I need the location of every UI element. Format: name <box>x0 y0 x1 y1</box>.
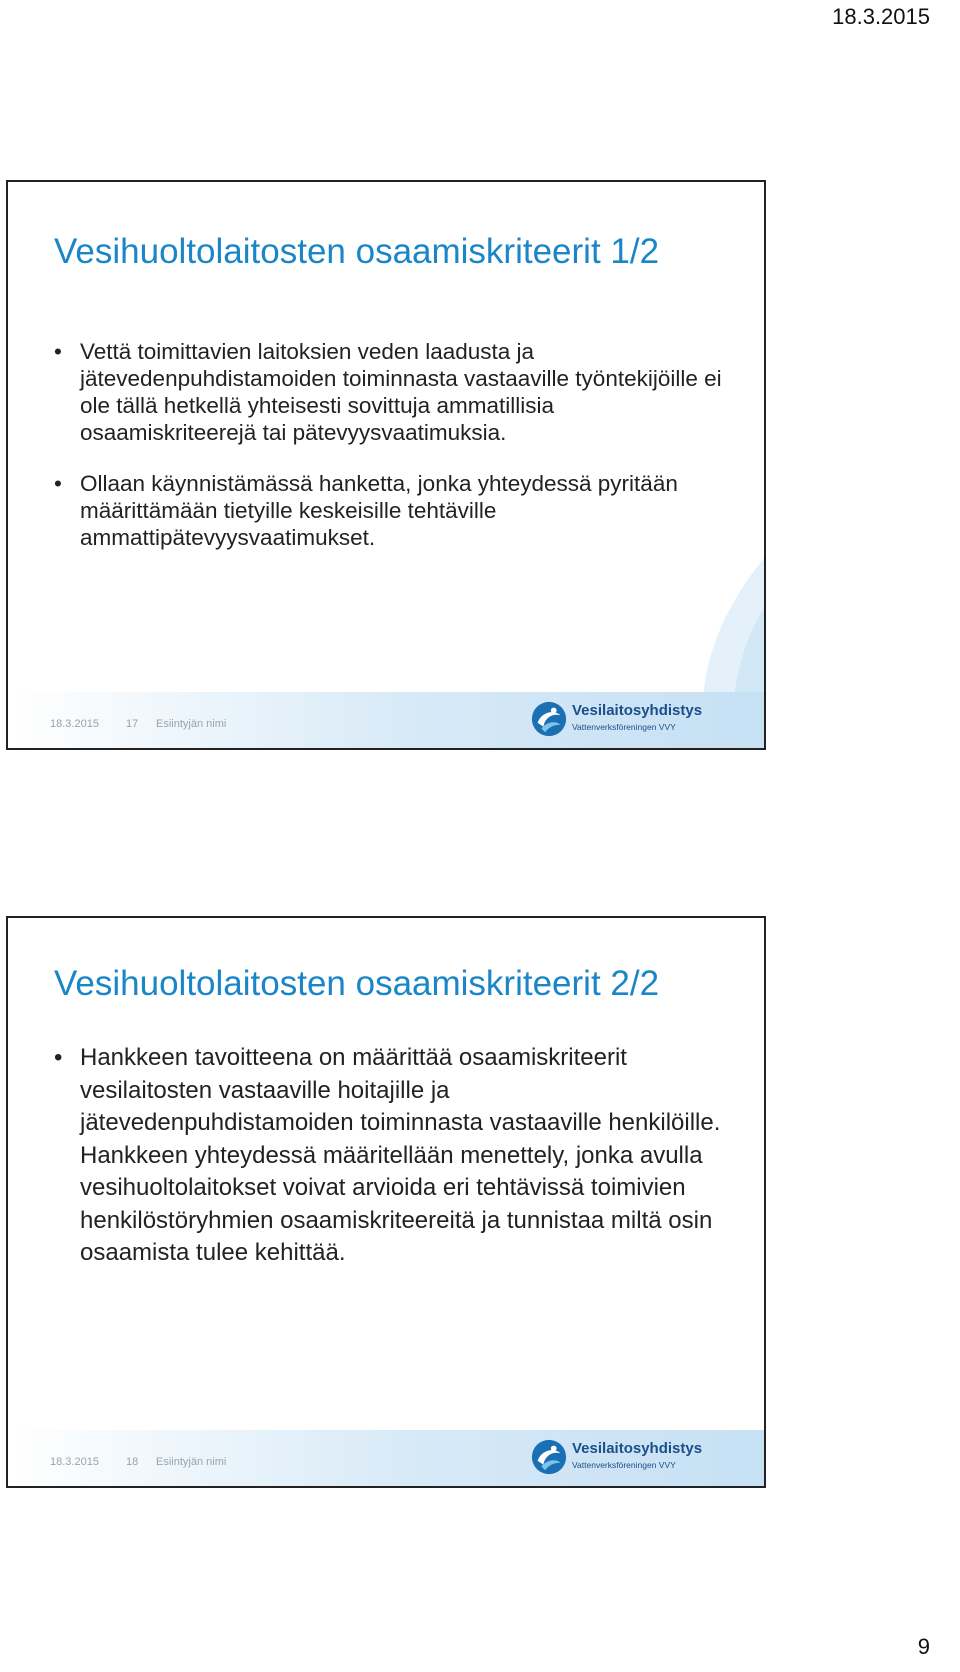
bullet-item <box>54 1042 724 1270</box>
bullet-text: Hankkeen tavoitteena on määrittää osaamiskriteerit vesilaitosten vastaaville hoitajille ja jätevedenpuhdistamoiden toiminnasta vastaaville henkilöille. Hankkeen yhteydessä määritellään menettely, jonka avulla vesihuoltolaitokset voivat arvioida eri tehtävissä toimivien henkilöstöryhmien osaamiskriteereitä ja tunnistaa miltä osin osaamista tulee kehittää. <box>80 1044 721 1266</box>
footer-slide-number: 18 <box>126 1456 139 1468</box>
logo-name: Vesilaitosyhdistys <box>572 1440 703 1457</box>
slide-title: Vesihuoltolaitosten osaamiskriteerit 2/2 <box>54 964 660 1003</box>
vesilaitosyhdistys-logo <box>530 1436 703 1478</box>
footer-presenter: Esiintyjän nimi <box>156 1456 227 1468</box>
bullet-text: Vettä toimittavien laitoksien veden laadusta ja jätevedenpuhdistamoiden toiminnasta vastaaville työntekijöille ei ole tällä hetkellä yhteisesti sovittuja ammatillisia osaamiskriteerejä tai pätevyysvaatimuksia. <box>80 339 722 445</box>
bullet-icon: • <box>54 1044 63 1071</box>
water-drop-swirl-icon <box>530 1438 568 1476</box>
slide-title: Vesihuoltolaitosten osaamiskriteerit 1/2 <box>54 232 660 271</box>
bullet-icon: • <box>54 339 62 364</box>
logo-name: Vesilaitosyhdistys <box>572 702 703 719</box>
water-drop-swirl-icon <box>530 700 568 738</box>
footer-date: 18.3.2015 <box>50 718 99 730</box>
footer-presenter: Esiintyjän nimi <box>156 718 227 730</box>
bullet-item <box>54 338 724 446</box>
slide-17 <box>6 180 766 750</box>
bullet-list <box>54 338 724 575</box>
slide-footer <box>8 692 764 748</box>
footer-date: 18.3.2015 <box>50 1456 99 1468</box>
bullet-item <box>54 470 724 551</box>
logo-subtitle: Vattenverksföreningen VVY <box>572 722 676 732</box>
page-number: 9 <box>917 1634 930 1659</box>
bullet-text: Ollaan käynnistämässä hanketta, jonka yhteydessä pyritään määrittämään tietyille keskeisille tehtäville ammattipätevyysvaatimukset. <box>80 471 678 550</box>
slide-footer <box>8 1430 764 1486</box>
page-date: 18.3.2015 <box>832 4 930 29</box>
slide-18 <box>6 916 766 1488</box>
bullet-list <box>54 1042 724 1270</box>
logo-subtitle: Vattenverksföreningen VVY <box>572 1460 676 1470</box>
bullet-icon: • <box>54 471 62 496</box>
vesilaitosyhdistys-logo <box>530 698 703 740</box>
footer-slide-number: 17 <box>126 718 139 730</box>
